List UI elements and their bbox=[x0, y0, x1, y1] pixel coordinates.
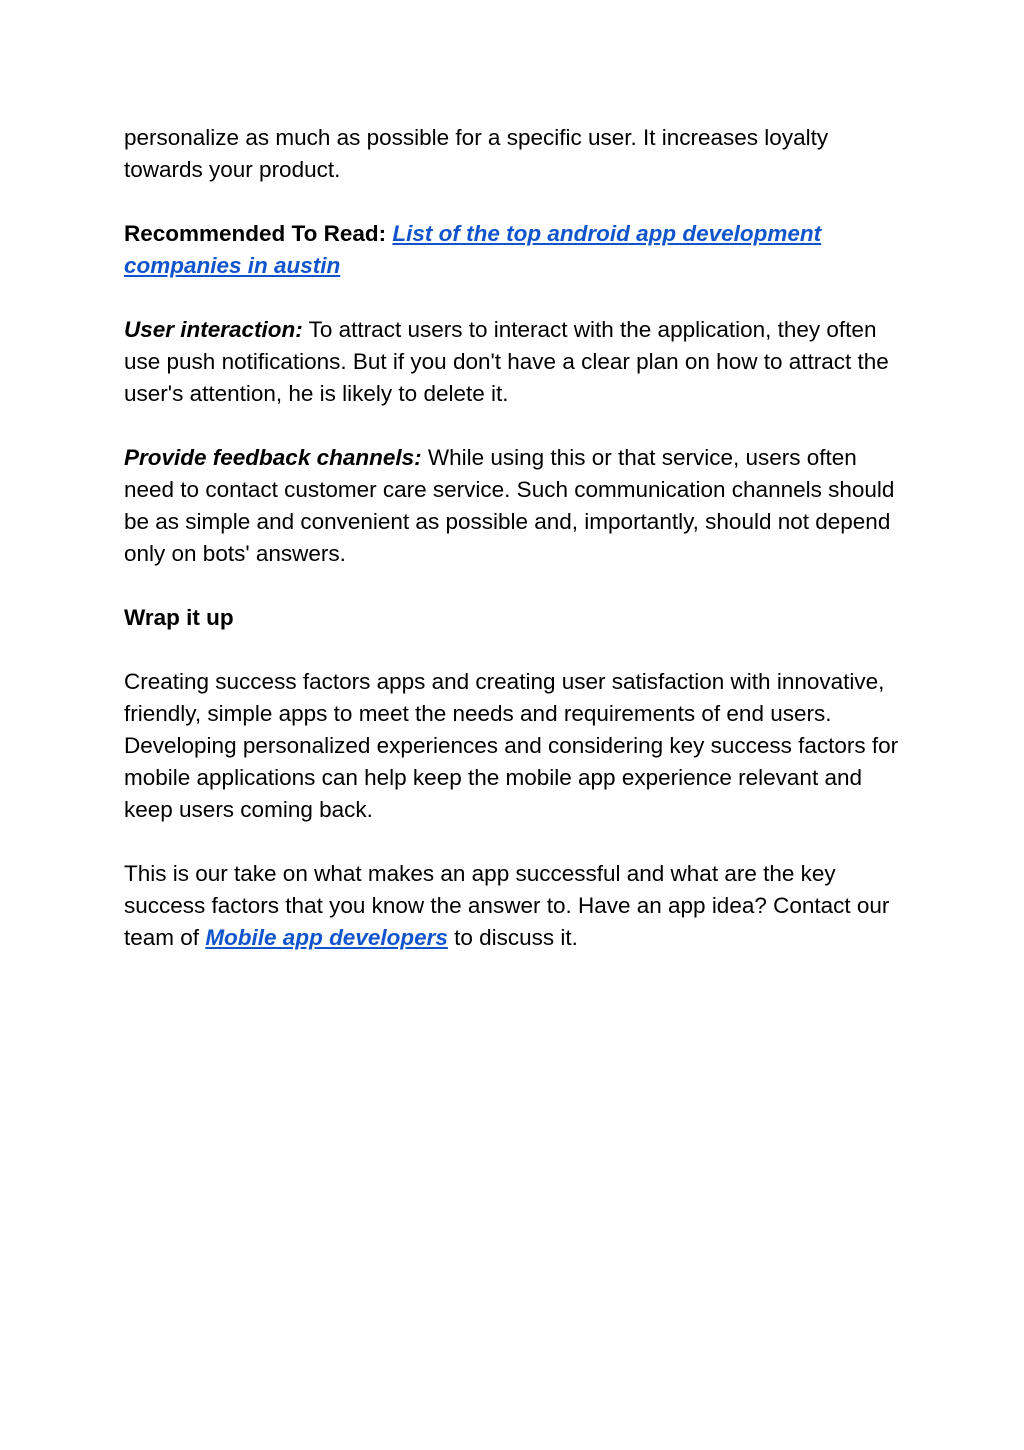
paragraph-text: personalize as much as possible for a specific user. It increases loyalty towards your product. bbox=[124, 125, 829, 182]
paragraph-text-after: to discuss it. bbox=[454, 925, 578, 950]
paragraph-recommended bbox=[124, 218, 904, 282]
user-interaction-label: User interaction: bbox=[124, 317, 303, 342]
paragraph-text: While using this or that service, users often need to contact customer care service. Such communication channels should be as simple and convenient as possible and, importantly, should not depend only on bots' answers. bbox=[124, 445, 895, 566]
feedback-channels-label: Provide feedback channels: bbox=[124, 445, 422, 470]
recommended-label: Recommended To Read: bbox=[124, 221, 387, 246]
paragraph-contact bbox=[124, 858, 904, 954]
paragraph-text-before: This is our take on what makes an app successful and what are the key success factors that you know the answer to. Have an app idea? Contact our team of bbox=[124, 861, 890, 950]
paragraph-text: Creating success factors apps and creating user satisfaction with innovative, friendly, simple apps to meet the needs and requirements of end users. Developing personalized experiences and considering key success factors for mobile applications can help keep the mobile app experience relevant and keep users coming back. bbox=[124, 669, 899, 822]
document-page bbox=[124, 122, 904, 986]
mobile-app-developers-link[interactable]: Mobile app developers bbox=[205, 925, 448, 950]
paragraph-feedback-channels bbox=[124, 442, 904, 570]
paragraph-conclusion bbox=[124, 666, 904, 826]
austin-companies-link[interactable]: List of the top android app development companies in austin bbox=[124, 221, 822, 278]
paragraph-user-interaction bbox=[124, 314, 904, 410]
paragraph-text: To attract users to interact with the application, they often use push notifications. But if you don't have a clear plan on how to attract the user's attention, he is likely to delete it. bbox=[124, 317, 889, 406]
section-heading: Wrap it up bbox=[124, 605, 234, 630]
paragraph-personalize bbox=[124, 122, 904, 186]
